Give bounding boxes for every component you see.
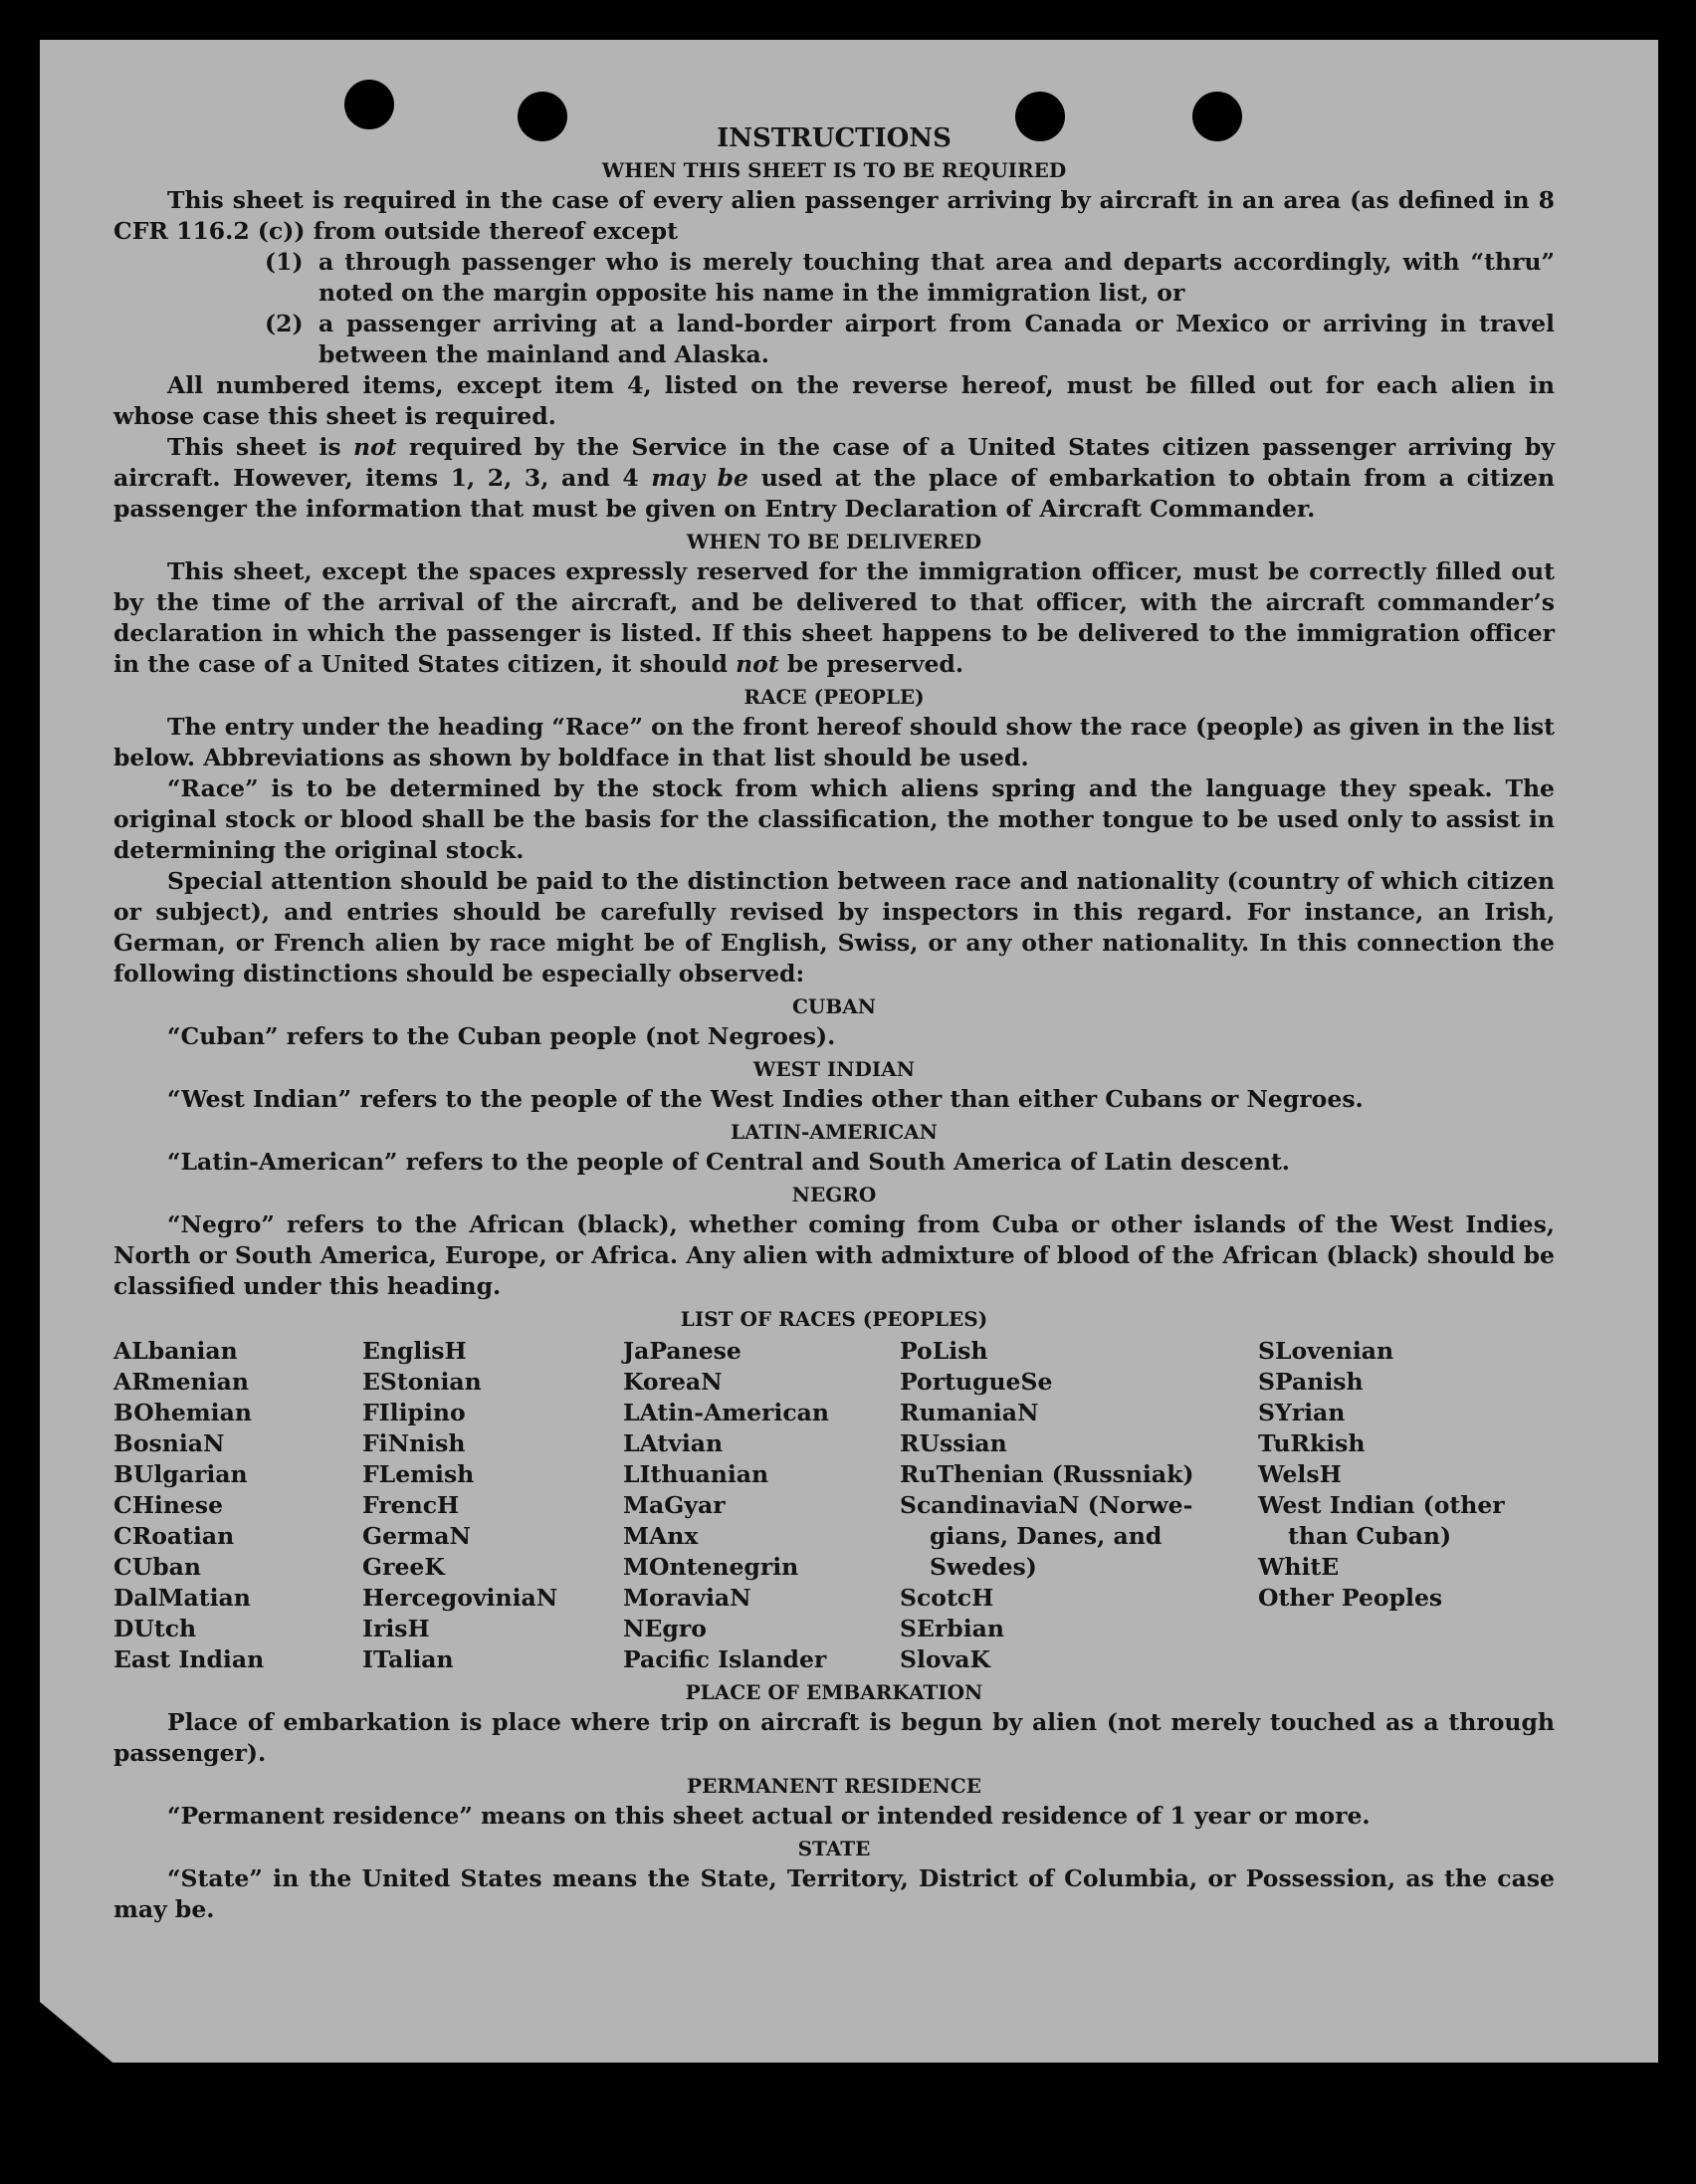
heading-state: STATE <box>797 1837 871 1860</box>
race-entry: JaPanese <box>623 1337 742 1365</box>
race-entry: MoraviaN <box>623 1584 751 1612</box>
state-text: “State” in the United States means the State, Territory, District of Columbia, or Possession, as the case may be. <box>113 1864 1555 1923</box>
latin-american-text: “Latin-American” refers to the people of Central and South America of Latin descent. <box>167 1148 1290 1176</box>
race-entry: DUtch <box>113 1615 197 1642</box>
numbered-items-paragraph: All numbered items, except item 4, listed on the reverse hereof, must be filled out for each alien in whose case this sheet is required. <box>113 371 1555 430</box>
races-column-1 <box>113 1336 362 1675</box>
exception-item-number: (2) <box>265 310 304 337</box>
race-entry: MOntenegrin <box>623 1553 799 1581</box>
exception-item-text: a through passenger who is merely touching that area and departs accordingly, with “thru” noted on the margin opposite his name in the immigration list, or <box>318 248 1555 307</box>
race-entry: MaGyar <box>623 1491 726 1519</box>
race-paragraph-1: The entry under the heading “Race” on the front hereof should show the race (people) as given in the list below. Abbreviations as shown by boldface in that list should be used. <box>113 713 1555 771</box>
cuban-text: “Cuban” refers to the Cuban people (not Negroes). <box>167 1022 836 1050</box>
race-entry: CRoatian <box>113 1522 235 1550</box>
race-entry: BosniaN <box>113 1429 225 1457</box>
heading-list-of-races: LIST OF RACES (PEOPLES) <box>680 1307 988 1331</box>
race-entry: BUlgarian <box>113 1460 248 1488</box>
race-entry: SYrian <box>1258 1399 1346 1426</box>
delivered-text-a: This sheet, except the spaces expressly reserved for the immigration officer, must be correctly filled out by the time of the arrival of the aircraft, and be delivered to that officer, with the aircraft commander’s declaration in which the passenger is listed. If this sheet happens to be delivered to the immigration officer in the case of a United States citizen, it should <box>113 557 1555 678</box>
race-entry-continued: Swedes) <box>930 1553 1037 1581</box>
race-entry: SLovenian <box>1258 1337 1394 1365</box>
embarkation-text: Place of embarkation is place where trip on aircraft is begun by alien (not merely touched as a through passenger). <box>113 1708 1555 1767</box>
races-column-3 <box>623 1336 900 1675</box>
delivered-emphasis-not: not <box>736 650 779 678</box>
race-entry: FIlipino <box>362 1399 466 1426</box>
citizen-text-c: used at the place of embarkation to obtain from a citizen passenger the information that must be given on Entry Declaration of Aircraft Commander. <box>113 464 1556 523</box>
heading-required: WHEN THIS SHEET IS TO BE REQUIRED <box>601 158 1067 182</box>
race-entry: FrencH <box>362 1491 460 1519</box>
heading-cuban: CUBAN <box>791 994 877 1018</box>
race-entry: PoLish <box>900 1337 988 1365</box>
race-entry: IrisH <box>362 1615 430 1642</box>
race-entry: ScandinaviaN (Norwe- <box>900 1491 1193 1519</box>
heading-delivered: WHEN TO BE DELIVERED <box>686 530 982 553</box>
race-paragraph-2: “Race” is to be determined by the stock from which aliens spring and the language they speak. The original stock or blood shall be the basis for the classification, the mother tongue to be used only to assist in determining the original stock. <box>113 774 1555 864</box>
exception-item-text: a passenger arriving at a land-border airport from Canada or Mexico or arriving in travel between the mainland and Alaska. <box>318 310 1555 368</box>
heading-race: RACE (PEOPLE) <box>743 685 925 709</box>
race-entry: CHinese <box>113 1491 224 1519</box>
required-intro: This sheet is required in the case of every alien passenger arriving by aircraft in an area (as defined in 8 CFR 116.2 (c)) from outside thereof except <box>113 186 1555 245</box>
citizen-text-a: This sheet is <box>167 433 353 461</box>
race-entry: East Indian <box>113 1645 265 1673</box>
residence-text: “Permanent residence” means on this sheet actual or intended residence of 1 year or more. <box>167 1802 1371 1830</box>
exception-item-2 <box>265 309 1555 370</box>
race-entry: SPanish <box>1258 1368 1364 1396</box>
race-entry: ScotcH <box>900 1584 994 1612</box>
race-entry: ITalian <box>362 1645 454 1673</box>
race-entry: KoreaN <box>623 1368 723 1396</box>
citizen-text-b: required by the Service in the case of a United States citizen passenger arriving by aircraft. However, items 1, 2, 3, and 4 <box>113 433 1555 492</box>
race-entry: LAtin-American <box>623 1399 829 1426</box>
race-entry: HercegoviniaN <box>362 1584 558 1612</box>
race-entry: DalMatian <box>113 1584 251 1612</box>
heading-place-of-embarkation: PLACE OF EMBARKATION <box>685 1680 983 1704</box>
race-entry: Other Peoples <box>1258 1584 1443 1612</box>
race-entry: EStonian <box>362 1368 482 1396</box>
race-paragraph-3: Special attention should be paid to the distinction between race and nationality (country of which citizen or subject), and entries should be carefully revised by inspectors in this regard. For instance, an Irish, German, or French alien by race might be of English, Swiss, or any other nationality. In this connection the following distinctions should be especially observed: <box>113 867 1555 987</box>
race-entry: RumaniaN <box>900 1399 1039 1426</box>
race-entry: West Indian (other <box>1258 1491 1505 1519</box>
race-entry: FiNnish <box>362 1429 466 1457</box>
race-entry: SErbian <box>900 1615 1004 1642</box>
exception-item-1 <box>265 247 1555 309</box>
race-entry: NEgro <box>623 1615 707 1642</box>
race-entry: GermaN <box>362 1522 471 1550</box>
race-entry: WhitE <box>1258 1553 1340 1581</box>
race-entry: BOhemian <box>113 1399 252 1426</box>
race-entry: SlovaK <box>900 1645 990 1673</box>
heading-negro: NEGRO <box>791 1183 877 1206</box>
race-entry: GreeK <box>362 1553 445 1581</box>
west-indian-text: “West Indian” refers to the people of the West Indies other than either Cubans or Negroes. <box>167 1085 1364 1113</box>
negro-text: “Negro” refers to the African (black), whether coming from Cuba or other islands of the West Indies, North or South America, Europe, or Africa. Any alien with admixture of blood of the African (black) should be classified under this heading. <box>113 1210 1555 1300</box>
citizen-emphasis-may-be: may be <box>651 464 749 492</box>
race-entry: RuThenian (Russniak) <box>900 1460 1194 1488</box>
race-entry: MAnx <box>623 1522 699 1550</box>
races-list <box>113 1336 1555 1675</box>
citizen-paragraph <box>113 432 1555 525</box>
heading-latin-american: LATIN-AMERICAN <box>731 1120 938 1144</box>
race-entry: ARmenian <box>113 1368 249 1396</box>
race-entry: PortugueSe <box>900 1368 1053 1396</box>
race-entry: EnglisH <box>362 1337 467 1365</box>
race-entry: TuRkish <box>1258 1429 1366 1457</box>
delivered-paragraph <box>113 556 1555 680</box>
races-column-5 <box>1258 1336 1555 1675</box>
race-entry: RUssian <box>900 1429 1007 1457</box>
heading-permanent-residence: PERMANENT RESIDENCE <box>687 1774 981 1798</box>
exception-item-number: (1) <box>265 248 304 276</box>
document-title: INSTRUCTIONS <box>717 123 952 153</box>
heading-west-indian: WEST INDIAN <box>752 1057 916 1081</box>
race-entry-continued: than Cuban) <box>1288 1522 1452 1550</box>
race-entry: FLemish <box>362 1460 475 1488</box>
races-column-4 <box>900 1336 1258 1675</box>
delivered-text-b: be preserved. <box>778 650 964 678</box>
citizen-emphasis-not: not <box>352 433 397 461</box>
race-entry: WelsH <box>1258 1460 1342 1488</box>
race-entry: LAtvian <box>623 1429 724 1457</box>
race-entry: Pacific Islander <box>623 1645 827 1673</box>
races-column-2 <box>362 1336 623 1675</box>
instructions-content <box>113 121 1555 1925</box>
race-entry-continued: gians, Danes, and <box>930 1522 1163 1550</box>
race-entry: ALbanian <box>113 1337 238 1365</box>
race-entry: LIthuanian <box>623 1460 769 1488</box>
race-entry: CUban <box>113 1553 201 1581</box>
